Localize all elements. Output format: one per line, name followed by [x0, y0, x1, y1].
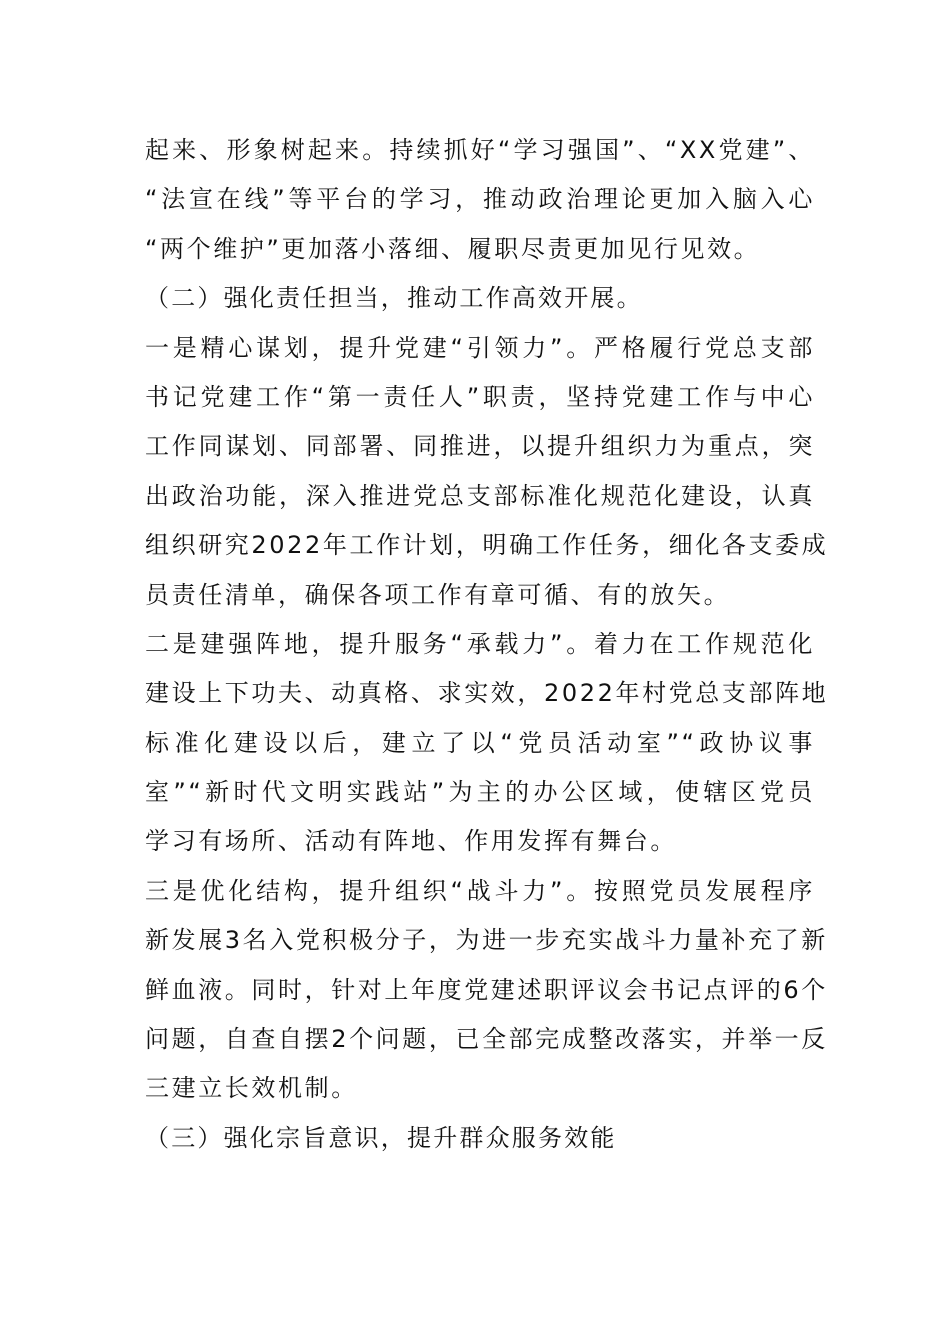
paragraph-line: 出政治功能，深入推进党总支部标准化规范化建设，认真 — [145, 481, 815, 510]
paragraph-three — [145, 867, 828, 1114]
paragraph-line: 起来、形象树起来。持续抓好“学习强国”、“XX党建”、 — [145, 136, 815, 164]
paragraph-line: 建设上下功夫、动真格、求实效，2022年村党总支部阵地 — [145, 679, 829, 708]
section-heading-three: （三）强化宗旨意识，提升群众服务效能 — [145, 1123, 617, 1152]
paragraph-line: 工作同谋划、同部署、同推进，以提升组织力为重点，突 — [145, 432, 815, 461]
paragraph-one — [145, 324, 829, 620]
paragraph-two — [145, 620, 829, 867]
paragraph-intro — [145, 126, 815, 274]
paragraph-line: “法宣在线”等平台的学习，推动政治理论更加入脑入心 — [145, 185, 815, 214]
paragraph-line: 二是建强阵地，提升服务“承载力”。着力在工作规范化 — [145, 629, 815, 658]
document-body — [145, 126, 829, 1163]
paragraph-line: 三建立长效机制。 — [145, 1074, 358, 1103]
paragraph-line: 问题，自查自摆2个问题，已全部完成整改落实，并举一反 — [145, 1025, 828, 1054]
paragraph-line: 室”“新时代文明实践站”为主的办公区域，使辖区党员 — [145, 778, 815, 807]
paragraph-line: 员责任清单，确保各项工作有章可循、有的放矢。 — [145, 580, 731, 609]
paragraph-line: 三是优化结构，提升组织“战斗力”。按照党员发展程序 — [145, 876, 815, 905]
paragraph-line: 鲜血液。同时，针对上年度党建述职评议会书记点评的6个 — [145, 975, 828, 1004]
paragraph-line: 标准化建设以后，建立了以“党员活动室”“政协议事 — [145, 728, 815, 757]
paragraph-line: “两个维护”更加落小落细、履职尽责更加见行见效。 — [145, 234, 761, 263]
paragraph-line: 新发展3名入党积极分子，为进一步充实战斗力量补充了新 — [145, 926, 828, 955]
paragraph-line: 学习有场所、活动有阵地、作用发挥有舞台。 — [145, 827, 677, 856]
paragraph-line: 一是精心谋划，提升党建“引领力”。严格履行党总支部 — [145, 333, 815, 362]
section-heading-two: （二）强化责任担当，推动工作高效开展。 — [145, 284, 643, 313]
paragraph-line: 组织研究2022年工作计划，明确工作任务，细化各支委成 — [145, 531, 829, 560]
paragraph-line: 书记党建工作“第一责任人”职责，坚持党建工作与中心 — [145, 382, 815, 411]
